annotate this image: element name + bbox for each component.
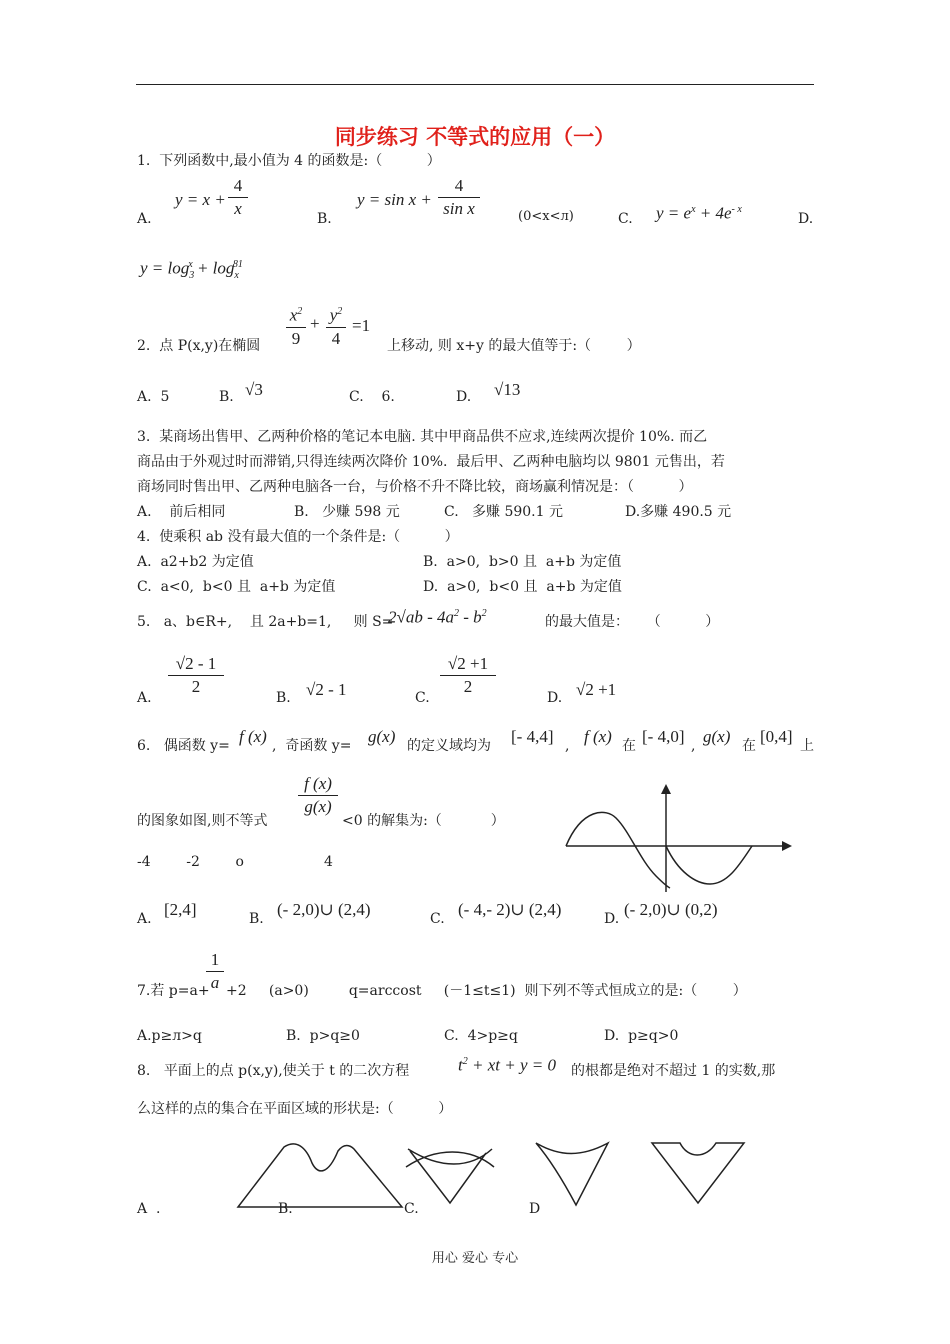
q1-d-expr xyxy=(140,255,243,286)
q6-g: g(x) xyxy=(368,727,396,746)
q7-option-c: C. 4>p≥q xyxy=(444,1028,518,1044)
q6-mid-2: 的定义域均为 xyxy=(407,738,491,754)
q6-option-d-value: (- 2,0)∪ (0,2) xyxy=(624,900,718,919)
q6-f: f (x) xyxy=(239,727,267,746)
q1-a-num: 4 xyxy=(233,176,243,195)
q5-option-c-label: C. xyxy=(415,690,430,706)
q8-shape-d xyxy=(652,1143,744,1203)
q6-frac-num: f (x) xyxy=(304,774,332,793)
page-title: 同步练习 不等式的应用（一） xyxy=(334,125,616,149)
q5-option-d-label: D. xyxy=(547,690,563,706)
q6-x-arrow-icon xyxy=(782,841,792,851)
q2-eq: =1 xyxy=(352,316,371,335)
q1-c-base: y = e xyxy=(656,203,692,223)
q7-option-b: B. p>q≥0 xyxy=(286,1028,360,1044)
q8-stem-pre: 8. 平面上的点 p(x,y),使关于 t 的二次方程 xyxy=(137,1063,410,1079)
q5-expr-b: - b xyxy=(459,607,482,627)
q1-c-expr xyxy=(656,200,742,224)
q2-plus: + xyxy=(310,314,320,333)
q6-f-curve xyxy=(566,812,670,888)
q2-y: y xyxy=(329,305,338,325)
q5-option-b-label: B. xyxy=(276,690,291,706)
q6-frac-den: g(x) xyxy=(304,797,332,816)
q2-four: 4 xyxy=(331,328,341,348)
q1-a-fraction xyxy=(228,176,248,219)
q6-option-b-value: (- 2,0)∪ (2,4) xyxy=(277,900,371,919)
q2-x-sq: 2 xyxy=(297,306,303,317)
q5-c-den: 2 xyxy=(463,677,473,696)
q5-expr-main: 2√ab - 4a xyxy=(388,607,454,627)
q8-stem-post: 的根都是绝对不超过 1 的实数,那 xyxy=(571,1063,776,1079)
q3-option-a: A. 前后相同 xyxy=(137,504,226,520)
q3-line-2: 商品由于外观过时而滞销,只得连续两次降价 10%. 最后甲、乙两种电脑均以 9801 元售出，若 xyxy=(137,454,725,470)
q6-mid-1: , 奇函数 y= xyxy=(272,738,352,754)
q6-in-1: 在 xyxy=(622,738,636,754)
q8-equation xyxy=(458,1052,556,1076)
q1-b-den: sin x xyxy=(443,199,475,218)
q2-option-b-label: B. xyxy=(219,389,234,405)
q5-option-a-label: A. xyxy=(137,690,152,706)
q8-eq-sq: 2 xyxy=(462,1056,468,1067)
q5-c-num: √2 +1 xyxy=(447,654,489,673)
q1-d-arg: x xyxy=(188,259,193,270)
q1-c-mid: + 4e xyxy=(695,203,732,223)
q8-shape-c xyxy=(536,1143,608,1205)
q6-graph xyxy=(560,780,800,900)
q8-option-d: D xyxy=(529,1201,541,1217)
header-rule xyxy=(136,84,814,85)
q6-option-a-label: A. xyxy=(137,911,152,927)
q6-in-2: 在 xyxy=(742,738,756,754)
q1-a-den: x xyxy=(234,199,242,218)
q1-option-a-label: A. xyxy=(137,211,152,227)
q6-g-curve xyxy=(666,846,752,884)
q6-option-c-label: C. xyxy=(430,911,445,927)
q6-interval-2: [0,4] xyxy=(760,727,793,746)
q5-expr-sq1: 2 xyxy=(454,608,459,619)
q5-stem-post: 的最大值是： （ ） xyxy=(545,614,720,630)
q7-den: a xyxy=(210,973,220,992)
q1-d-log: y = log xyxy=(140,258,190,278)
q3-line-3: 商场同时售出甲、乙两种电脑各一台，与价格不升不降比较，商场赢利情况是：（ ） xyxy=(137,479,693,495)
q6-axis-ticks: -4 -2 o 4 xyxy=(137,854,333,870)
q5-a-fraction xyxy=(168,654,224,697)
q2-y-fraction xyxy=(326,302,346,349)
q5-option-b-value: √2 - 1 xyxy=(306,680,347,699)
q8-eq-rest: + xt + y = 0 xyxy=(467,1055,556,1075)
q6-option-a-value: [2,4] xyxy=(164,900,197,919)
q6-comma-2: , xyxy=(691,738,696,754)
q1-b-condition: (0<x<л) xyxy=(518,209,574,224)
q8-shape-a xyxy=(238,1144,402,1207)
q6-option-b-label: B. xyxy=(249,911,264,927)
q5-a-den: 2 xyxy=(191,677,201,696)
q5-option-d-value: √2 +1 xyxy=(576,680,617,699)
q1-b-lhs: y = sin x + xyxy=(357,190,432,209)
q7-stem-post: +2 (a>0) q=arccost (－1≤t≤1) 则下列不等式恒成立的是:（ ） xyxy=(226,983,747,999)
page-footer: 用心 爱心 专心 xyxy=(431,1251,519,1266)
q2-option-b-value: √3 xyxy=(245,380,263,399)
q2-nine: 9 xyxy=(291,328,301,348)
q1-option-c-label: C. xyxy=(618,211,633,227)
q4-option-b: B. a>0, b>0 且 a+b 为定值 xyxy=(423,554,622,570)
q5-stem-pre: 5. a、b∈R+, 且 2a+b=1, 则 S= xyxy=(137,614,394,630)
q1-stem: 1. 下列函数中,最小值为 4 的函数是:（ ） xyxy=(137,153,441,169)
q2-stem-post: 上移动, 则 x+y 的最大值等于:（ ） xyxy=(387,338,641,354)
q7-option-a: A.p≥л>q xyxy=(137,1028,202,1044)
q6-interval-1: [- 4,0] xyxy=(642,727,685,746)
q6-option-d-label: D. xyxy=(604,911,620,927)
q2-y-sq: 2 xyxy=(337,306,343,317)
q1-c-exp2: - x xyxy=(731,204,742,215)
q8-shapes xyxy=(230,1135,760,1215)
q2-stem-pre: 2. 点 P(x,y)在椭圆 xyxy=(137,338,261,354)
q8-option-c: C. xyxy=(404,1201,419,1217)
q3-option-d: D.多赚 490.5 元 xyxy=(625,504,732,520)
q3-line-1: 3. 某商场出售甲、乙两种价格的笔记本电脑. 其中甲商品供不应求,连续两次提价 10%. 而乙 xyxy=(137,429,708,445)
q1-b-num: 4 xyxy=(454,176,464,195)
q2-x-fraction xyxy=(286,302,306,349)
q5-expression xyxy=(388,604,487,628)
q7-fraction xyxy=(206,950,224,993)
q2-option-d-label: D. xyxy=(456,389,472,405)
q6-on: 上 xyxy=(800,738,814,754)
q1-d-base: 3 xyxy=(189,270,195,282)
q4-option-a: A. a2+b2 为定值 xyxy=(137,554,254,570)
q6-stem-pre: 6. 偶函数 y= xyxy=(137,738,230,754)
q6-y-arrow-icon xyxy=(661,784,671,794)
q6-option-c-value: (- 4,- 2)∪ (2,4) xyxy=(458,900,562,919)
q1-d-base2: x xyxy=(234,270,239,282)
q1-b-fraction xyxy=(438,176,480,219)
q4-stem: 4. 使乘积 ab 没有最大值的一个条件是:（ ） xyxy=(137,529,459,545)
q8-option-a: A . xyxy=(137,1201,161,1217)
q2-option-c: C. 6. xyxy=(349,389,395,405)
q3-option-c: C. 多赚 590.1 元 xyxy=(444,504,563,520)
q4-option-c: C. a<0, b<0 且 a+b 为定值 xyxy=(137,579,336,595)
q4-option-d: D. a>0, b<0 且 a+b 为定值 xyxy=(423,579,622,595)
q1-c-exp: x xyxy=(691,204,696,215)
q8-line-2: 么这样的点的集合在平面区域的形状是:（ ） xyxy=(137,1101,453,1117)
q6-line-2-pre: 的图象如图,则不等式 xyxy=(137,813,268,829)
q1-d-plus: + log xyxy=(192,258,235,278)
q6-comma-1: , xyxy=(565,738,570,754)
q2-option-d-value: √13 xyxy=(494,380,521,399)
q7-num: 1 xyxy=(210,950,220,969)
q6-inequality-fraction xyxy=(298,774,338,817)
q1-option-d-label: D. xyxy=(798,211,814,227)
q2-option-a: A. 5 xyxy=(137,389,170,405)
q1-d-arg2: 81 xyxy=(232,259,243,270)
q1-option-b-label: B. xyxy=(317,211,332,227)
q5-expr-sq2: 2 xyxy=(481,608,487,619)
q1-a-lhs: y = x + xyxy=(175,190,226,209)
q7-stem-pre: 7.若 p=a+ xyxy=(137,983,210,999)
q6-domain: [- 4,4] xyxy=(511,727,554,746)
q6-line-2-post: <0 的解集为:（ ） xyxy=(342,813,505,829)
q6-f-2: f (x) xyxy=(584,727,612,746)
q7-option-d: D. p≥q>0 xyxy=(604,1028,679,1044)
q8-eq-t: t xyxy=(458,1055,463,1075)
q5-c-fraction xyxy=(440,654,496,697)
q8-option-b: B. xyxy=(278,1201,293,1217)
q6-g-2: g(x) xyxy=(703,727,731,746)
q3-option-b: B. 少赚 598 元 xyxy=(294,504,400,520)
q2-x: x xyxy=(289,305,298,325)
q5-a-num: √2 - 1 xyxy=(175,654,217,673)
